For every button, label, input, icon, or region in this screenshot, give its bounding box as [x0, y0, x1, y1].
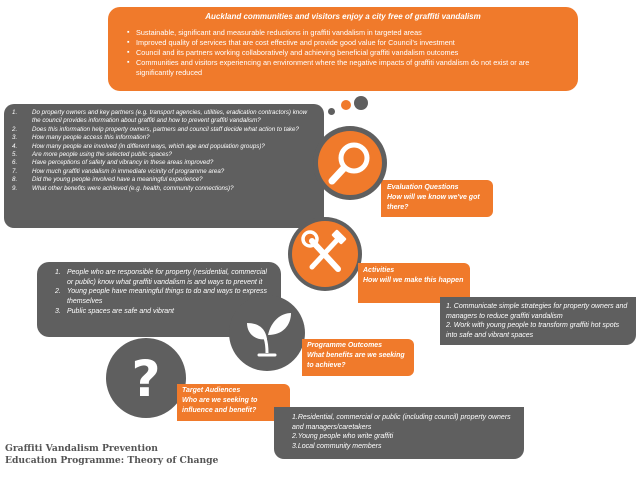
target-audiences-list: [274, 407, 524, 459]
outcome-title: Auckland communities and visitors enjoy a city free of graffiti vandalism: [205, 12, 481, 21]
trail-dot: [354, 96, 368, 110]
evaluation-question-item: 5. Are more people using the selected public spaces?: [12, 151, 172, 159]
programme-outcome-item: 1. People who are responsible for property (residential, commercial or public) know what graffiti vandalism is and ways to prevent it: [55, 269, 267, 286]
outcome-bullet: ▪ Council and its partners working collaboratively and achieving beneficial graffiti vandalism outcomes: [127, 48, 568, 58]
programme-circle: [229, 295, 305, 371]
caption-line: Education Programme: Theory of Change: [5, 455, 219, 466]
activities-circle: [288, 217, 362, 291]
evaluation-question-item: 7. How much graffiti vandalism in immediate vicinity of programme area?: [12, 167, 225, 175]
evaluation-question-item: 4. How many people are involved (in different ways, which age and population groups)?: [12, 142, 265, 150]
evaluation-circle: [313, 126, 387, 200]
question-mark-icon: [106, 338, 186, 418]
activities-list: [440, 297, 636, 345]
programme-outcome-item: 2. Young people have meaningful things to do and ways to express themselves: [55, 288, 268, 306]
evaluation-subtitle: How will we know we've got there?: [387, 194, 480, 211]
target-circle: [106, 338, 186, 418]
evaluation-question-item: 1. Do property owners and key partners (e.g. transport agencies, utilities, eradication contractors) know the council provides information about graffiti and how to prevent graffiti vandalism?: [12, 109, 308, 125]
svg-text:?: ?: [131, 350, 161, 408]
audience-item: 1.Residential, commercial or public (including council) property owners and managers/caretakers: [292, 414, 511, 431]
outcome-bullet: ▪ Communities and visitors experiencing an environment where the negative impacts of graffiti vandalism do not exist or are significantly reduced: [127, 58, 568, 78]
programme-outcomes-label: [302, 339, 414, 376]
outcome-bullet: ▪ Sustainable, significant and measurable reductions in graffiti vandalism in targeted areas: [127, 28, 568, 38]
outcome-bullet-list: [118, 28, 568, 78]
caption-line: Graffiti Vandalism Prevention: [5, 443, 158, 454]
leaf-sprout-icon: [229, 295, 305, 371]
trail-dot: [341, 100, 351, 110]
evaluation-title: Evaluation Questions: [387, 184, 459, 191]
target-subtitle: Who are we seeking to influence and benefit?: [182, 397, 258, 414]
evaluation-question-item: 9. What other benefits were achieved (e.g. health, community connections)?: [12, 184, 234, 192]
programme-subtitle: What benefits are we seeking to achieve?: [307, 352, 405, 369]
magnifying-glass-icon: [313, 126, 387, 200]
programme-outcome-item: 3. Public spaces are safe and vibrant: [55, 307, 175, 315]
target-title: Target Audiences: [182, 387, 241, 394]
activity-item: 2. Work with young people to transform graffiti hot spots into safe and vibrant spaces: [446, 322, 620, 340]
activity-item: 1. Communicate simple strategies for property owners and managers to reduce graffiti vandalism: [446, 303, 628, 320]
outcome-banner: [108, 7, 578, 91]
activities-subtitle: How will we make this happen: [363, 277, 464, 284]
trail-dot: [328, 108, 335, 115]
evaluation-question-item: 2. Does this information help property owners, partners and council staff decide what action to take?: [12, 125, 299, 133]
evaluation-question-item: 3. How many people access this information?: [12, 134, 150, 142]
activities-title: Activities: [363, 267, 395, 274]
audience-item: 2.Young people who write graffiti: [292, 433, 394, 441]
audience-item: 3.Local community members: [292, 443, 382, 451]
evaluation-question-item: 6. Have perceptions of safety and vibrancy in these areas improved?: [12, 159, 214, 167]
programme-title: Programme Outcomes: [307, 342, 383, 349]
evaluation-questions-label: [381, 180, 493, 217]
diagram-caption: [5, 443, 218, 467]
evaluation-question-item: 8. Did the young people involved have a meaningful experience?: [12, 176, 203, 184]
evaluation-questions-list: [4, 104, 324, 228]
tools-icon: [288, 217, 362, 291]
outcome-bullet: ▪ Improved quality of services that are cost effective and provide good value for Council's investment: [127, 38, 568, 48]
